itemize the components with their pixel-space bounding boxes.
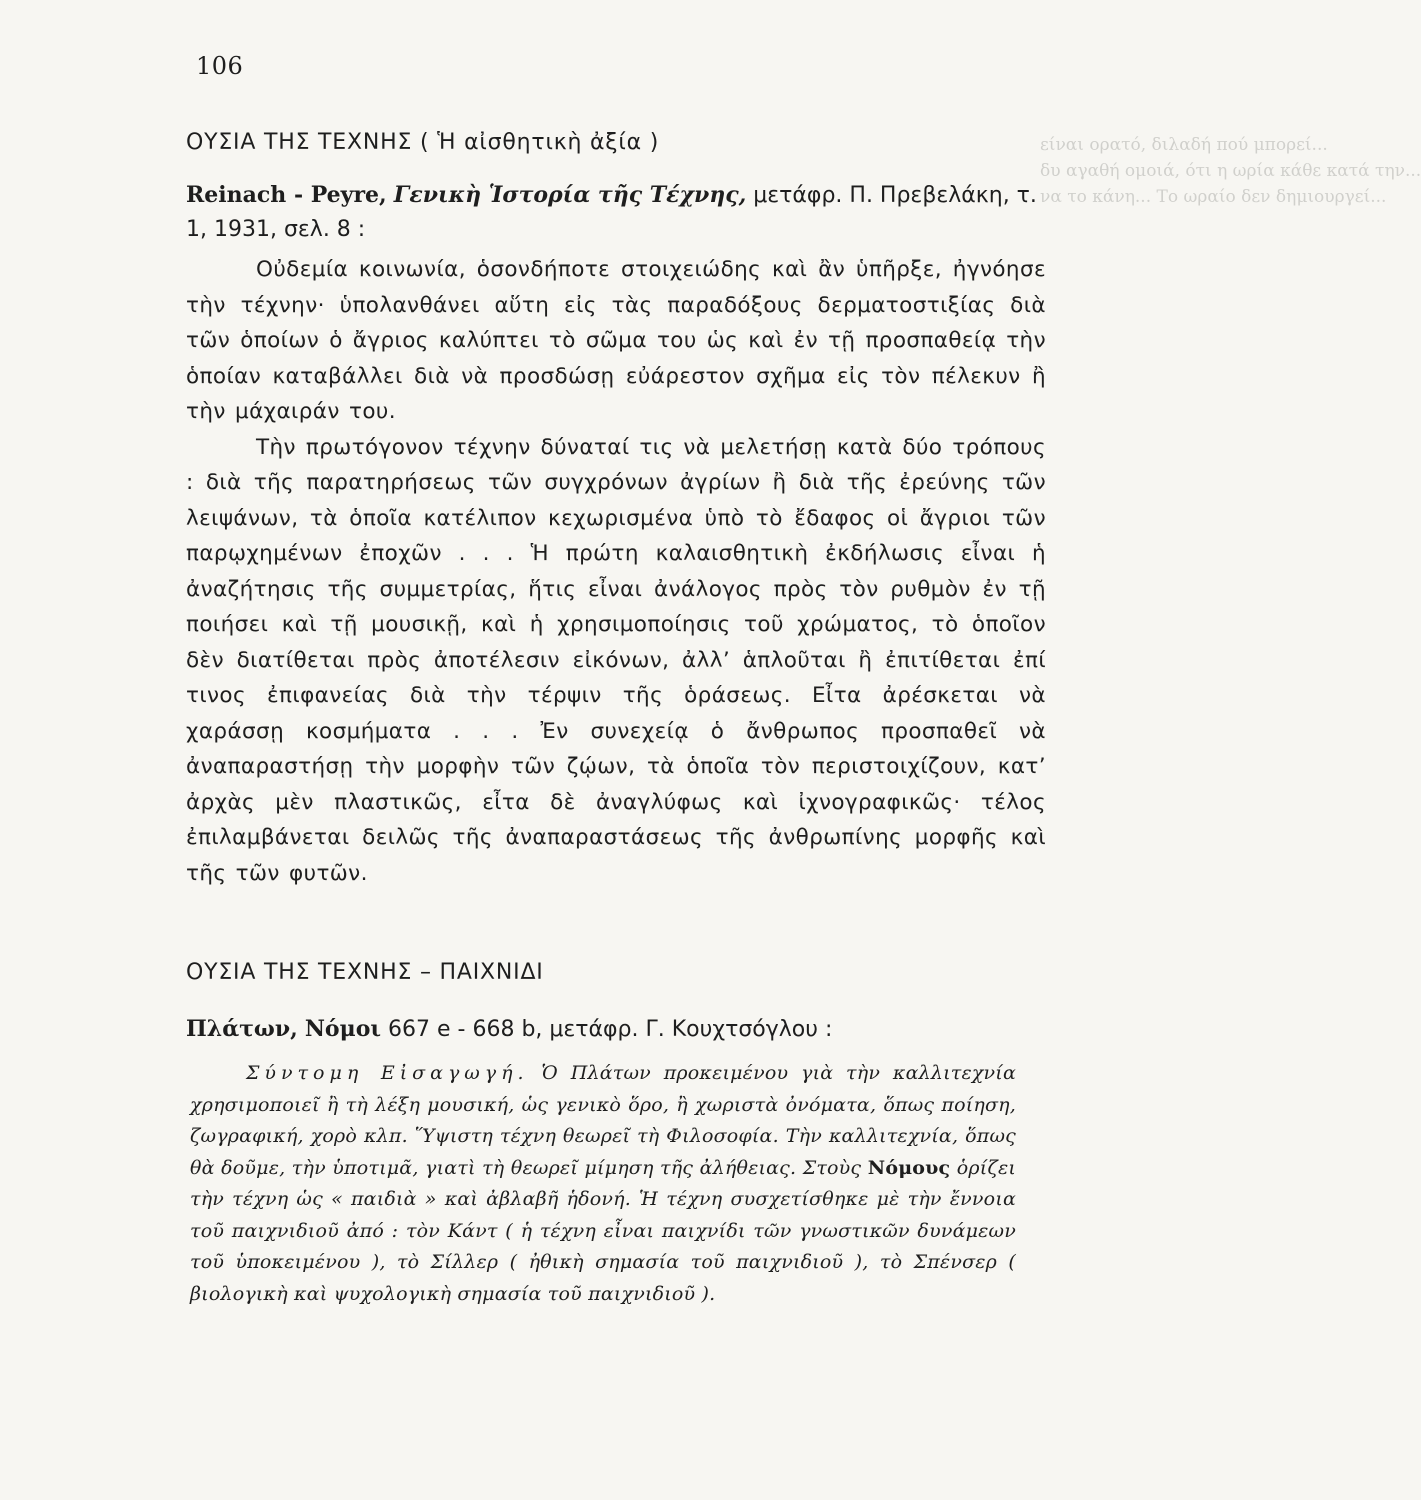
section-heading-play: ΟΥΣΙΑ ΤΗΣ ΤΕΧΝΗΣ – ΠΑΙΧΝΙΔΙ (186, 960, 544, 985)
note-bold-term: Νόμους (867, 1156, 951, 1179)
quote-paragraph: Οὐδεμία κοινωνία, ὁσονδήποτε στοιχειώδης καὶ ἂν ὑπῆρξε, ἠγνόησε τὴν τέχνην· ὑπολανθάνει αὕτη εἰς τὰς παραδόξους δερματοστιξίας διὰ τῶν ὁποίων ὁ ἄγριος καλύπτει τὸ σῶμα του ὡς καὶ ἐν τῇ προσπαθείᾳ τὴν ὁποίαν καταβάλλει διὰ νὰ προσδώσῃ εὐάρεστον σχῆμα εἰς τὸν πέλεκυν ἢ τὴν μάχαιράν του. (186, 257, 1046, 424)
note-lead: Σύντομη Εἰσαγωγή. (246, 1062, 529, 1084)
citation-work: Νόμοι (304, 1016, 382, 1042)
note-paragraph (190, 1058, 1016, 1310)
citation-work: Γενικὴ Ἱστορία τῆς Τέχνης, (393, 182, 747, 208)
note-text-part2: ὁρίζει τὴν τέχνη ὡς « παιδιὰ » καὶ ἀβλαβῆ ἡδονή. Ἡ τέχνη συσχετίσθηκε μὲ τὴν ἔννοια τοῦ παιχνιδιοῦ ἀπό : τὸν Κάντ ( ἡ τέχνη εἶναι παιχνίδι τῶν γνωστικῶν δυνάμεων τοῦ ὑποκειμένου ), τὸ Σίλλερ ( ἠθικὴ σημασία τοῦ παιχνιδιοῦ ), τὸ Σπένσερ ( βιολογικὴ καὶ ψυχολογικὴ σημασία τοῦ παιχνιδιοῦ ). (190, 1156, 1016, 1305)
citation-details: μετάφρ. Π. Πρεβελάκη, τ. 1, 1931, σελ. 8 : (186, 183, 1037, 242)
section-heading-aesthetic-value: ΟΥΣΙΑ ΤΗΣ ΤΕΧΝΗΣ ( Ἡ αἰσθητικὴ ἀξία ) (186, 130, 660, 155)
citation-reinach-peyre (186, 178, 1046, 247)
citation-details: 667 e - 668 b, μετάφρ. Γ. Κουχτσόγλου : (388, 1017, 833, 1042)
note-text-part1: Ὁ Πλάτων προκειμένου γιὰ τὴν καλλιτεχνία χρησιμοποιεῖ ἢ τὴ λέξη μουσική, ὡς γενικὸ ὅρο, ἢ χωριστὰ ὀνόματα, ὅπως ποίηση, ζωγραφική, χορὸ κλπ. Ὕψιστη τέχνη θεωρεῖ τὴ Φιλοσοφία. Τὴν καλλιτεχνία, ὅπως θὰ δοῦμε, τὴν ὑποτιμᾶ, γιατὶ τὴ θεωρεῖ μίμηση τῆς ἀλήθειας. Στοὺς (190, 1062, 1016, 1179)
quote-paragraph: Τὴν πρωτόγονον τέχνην δύναταί τις νὰ μελετήσῃ κατὰ δύο τρόπους : διὰ τῆς παρατηρήσεως τῶν συγχρόνων ἀγρίων ἢ διὰ τῆς ἐρεύνης τῶν λειψάνων, τὰ ὁποῖα κατέλιπον κεχωρισμένα ὑπὸ τὸ ἔδαφος οἱ ἄγριοι τῶν παρῳχημένων ἐποχῶν . . . Ἡ πρώτη καλαισθητικὴ ἐκδήλωσις εἶναι ἡ ἀναζήτησις τῆς συμμετρίας, ἥτις εἶναι ἀνάλογος πρὸς τὸν ρυθμὸν ἐν τῇ ποιήσει καὶ τῇ μουσικῇ, καὶ ἡ χρησιμοποίησις τοῦ χρώματος, τὸ ὁποῖον δὲν διατίθεται πρὸς ἀποτέλεσιν εἰκόνων, ἀλλ’ ἁπλοῦται ἢ ἐπιτίθεται ἐπί τινος ἐπιφανείας διὰ τὴν τέρψιν τῆς ὁράσεως. Εἶτα ἀρέσκεται νὰ χαράσσῃ κοσμήματα . . . Ἐν συνεχείᾳ ὁ ἄνθρωπος προσπαθεῖ νὰ ἀναπαραστήσῃ τὴν μορφὴν τῶν ζῴων, τὰ ὁποῖα τὸν περιστοιχίζουν, κατ’ ἀρχὰς μὲν πλαστικῶς, εἶτα δὲ ἀναγλύφως καὶ ἰχνογραφικῶς· τέλος ἐπιλαμβάνεται δειλῶς τῆς ἀναπαραστάσεως τῆς ἀνθρωπίνης μορφῆς καὶ τῆς τῶν φυτῶν. (186, 434, 1046, 886)
quotation-body (186, 252, 1046, 891)
citation-author: Πλάτων, (186, 1016, 298, 1042)
bleed-through-text: είναι ορατό, διλαδή πού μπορεί... δυ αγαθή ομοιά, ότι η ωρία κάθε κατά την... να το κάνη... Το ωραίο δεν δημιουργεί... (1040, 135, 1421, 207)
page-number: 106 (196, 52, 244, 80)
citation-author: Reinach - Peyre, (186, 182, 387, 208)
citation-plato (186, 1012, 1046, 1047)
introduction-note (190, 1058, 1016, 1310)
